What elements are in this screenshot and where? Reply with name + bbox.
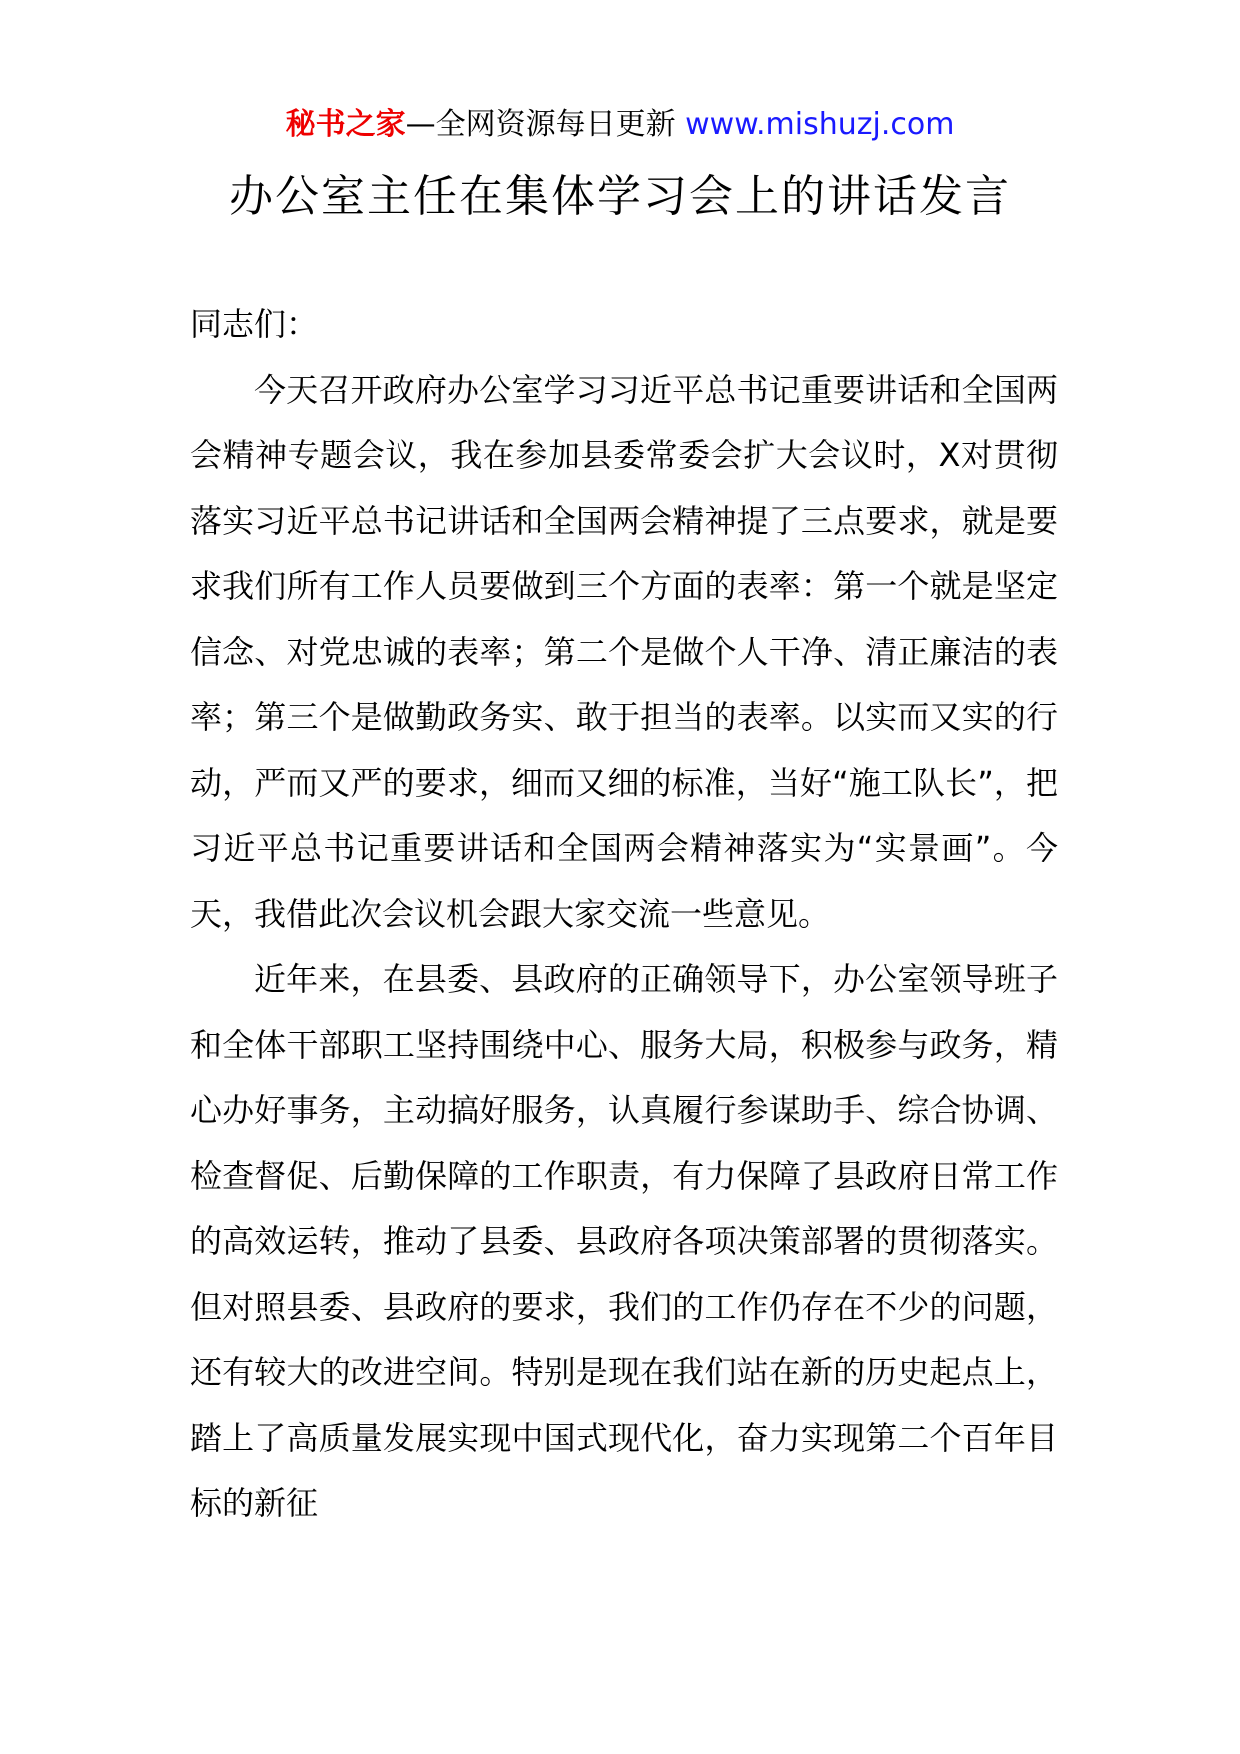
- document-title: 办公室主任在集体学习会上的讲话发言: [229, 171, 1011, 222]
- paragraph-2: 近年来，在县委、县政府的正确领导下，办公室领导班子和全体干部职工坚持围绕中心、服务大局，积极参与政务，精心办好事务，主动搞好服务，认真履行参谋助手、综合协调、检查督促、后勤保障的工作职责，有力保障了县政府日常工作的高效运转，推动了县委、县政府各项决策部署的贯彻落实。但对照县委、县政府的要求，我们的工作仍存在不少的问题，还有较大的改进空间。特别是现在我们站在新的历史起点上，踏上了高质量发展实现中国式现代化，奋力实现第二个百年目标的新征: [190, 960, 1058, 1522]
- site-url-link[interactable]: www.mishuzj.com: [685, 107, 955, 142]
- salutation: 同志们：: [190, 305, 319, 343]
- document-body: [190, 292, 1058, 1537]
- site-brand: 秘书之家: [285, 107, 406, 142]
- site-banner: [0, 100, 1240, 150]
- site-slogan: —全网资源每日更新: [405, 107, 676, 142]
- paragraph-1: 今天召开政府办公室学习习近平总书记重要讲话和全国两会精神专题会议，我在参加县委常委会扩大会议时，X对贯彻落实习近平总书记讲话和全国两会精神提了三点要求，就是要求我们所有工作人员要做到三个方面的表率：第一个就是坚定信念、对党忠诚的表率；第二个是做个人干净、清正廉洁的表率；第三个是做勤政务实、敢于担当的表率。以实而又实的行动，严而又严的要求，细而又细的标准，当好“施工队长”，把习近平总书记重要讲话和全国两会精神落实为“实景画”。今天，我借此次会议机会跟大家交流一些意见。: [190, 370, 1058, 933]
